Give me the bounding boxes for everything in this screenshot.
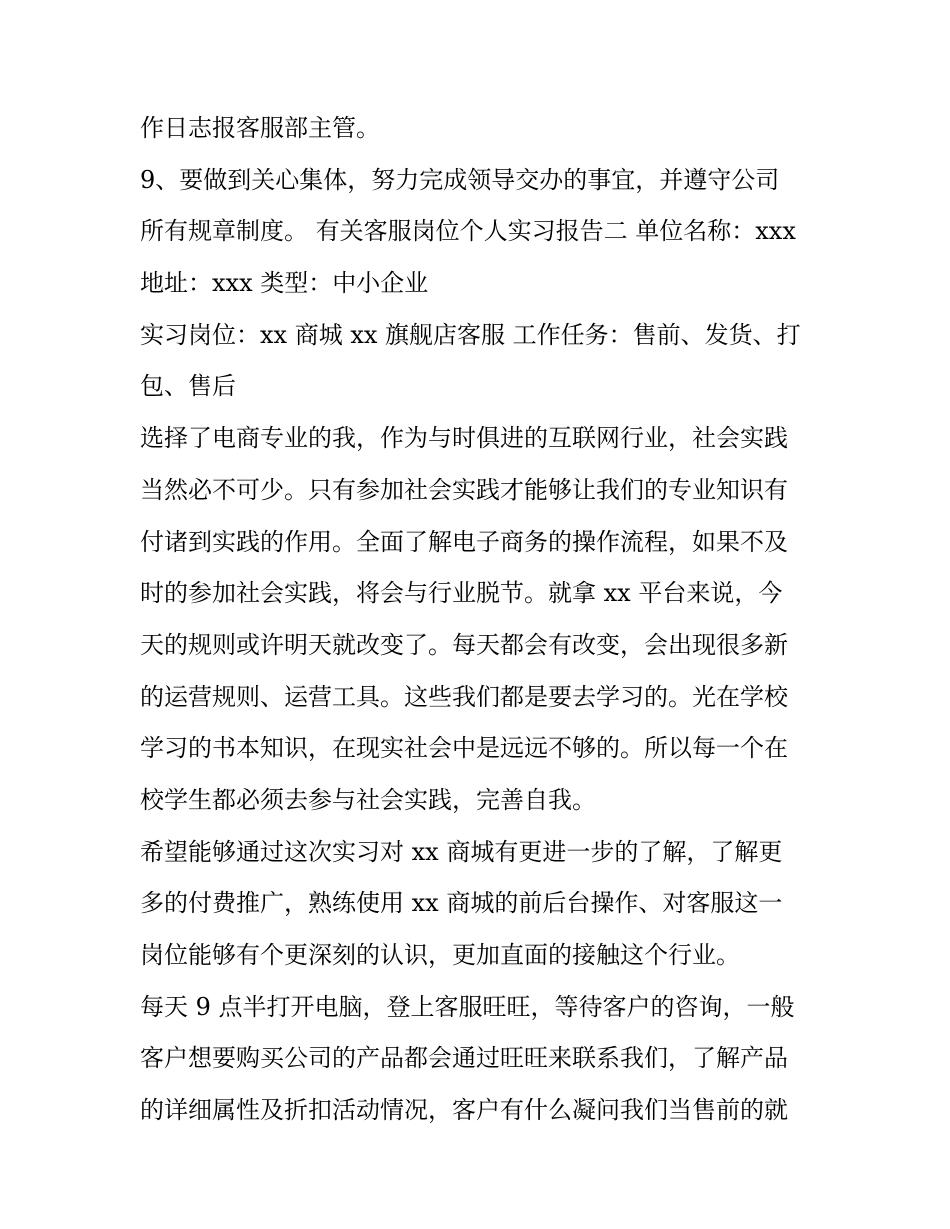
text-line: 的运营规则、运营工具。这些我们都是要去学习的。光在学校 [140, 682, 788, 711]
text-line: 校学生都必须去参与社会实践，完善自我。 [140, 785, 596, 814]
text-line: 当然必不可少。只有参加社会实践才能够让我们的专业知识有 [140, 475, 788, 504]
text-line: 地址：xxx 类型：中小企业 [140, 269, 429, 298]
text-line: 学习的书本知识，在现实社会中是远远不够的。所以每一个在 [140, 734, 788, 763]
text-line: 天的规则或许明天就改变了。每天都会有改变，会出现很多新 [140, 630, 788, 659]
text-line: 客户想要购买公司的产品都会通过旺旺来联系我们，了解产品 [140, 1044, 788, 1073]
text-line: 每天 9 点半打开电脑，登上客服旺旺，等待客户的咨询，一般 [140, 992, 795, 1021]
text-line: 付诸到实践的作用。全面了解电子商务的操作流程，如果不及 [140, 527, 788, 556]
text-line: 作日志报客服部主管。 [140, 114, 380, 142]
text-line: 所有规章制度。 有关客服岗位个人实习报告二 单位名称：xxx [140, 217, 796, 246]
text-line: 9、要做到关心集体，努力完成领导交办的事宜，并遵守公司 [140, 165, 780, 194]
text-line: 选择了电商专业的我，作为与时俱进的互联网行业，社会实践 [140, 424, 788, 453]
text-line: 时的参加社会实践，将会与行业脱节。就拿 xx 平台来说，今 [140, 579, 783, 608]
text-line: 岗位能够有个更深刻的认识，更加直面的接触这个行业。 [140, 941, 740, 969]
document-body [140, 106, 820, 1140]
text-line: 的详细属性及折扣活动情况，客户有什么凝问我们当售前的就 [140, 1096, 788, 1125]
text-line: 多的付费推广，熟练使用 xx 商城的前后台操作、对客服这一 [140, 889, 783, 918]
text-line: 实习岗位：xx 商城 xx 旗舰店客服 工作任务：售前、发货、打 [140, 320, 801, 349]
text-line: 希望能够通过这次实习对 xx 商城有更进一步的了解，了解更 [140, 837, 783, 866]
text-line: 包、售后 [140, 372, 236, 401]
